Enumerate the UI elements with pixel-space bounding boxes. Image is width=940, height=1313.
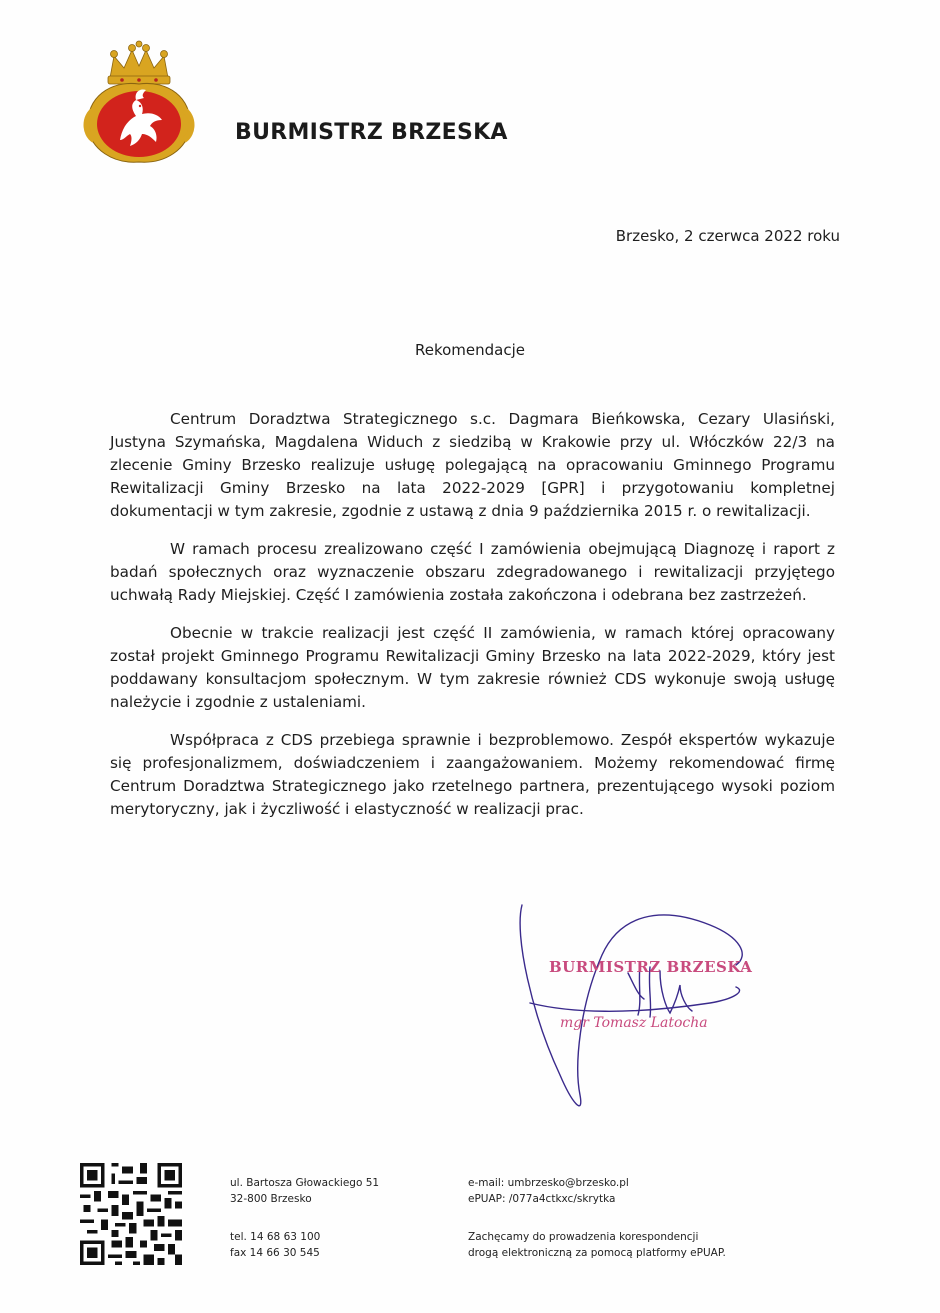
signature-icon <box>510 895 770 1125</box>
paragraph: Obecnie w trakcie realizacji jest część II zamówienia, w ramach której opracowany został projekt Gminnego Programu Rewitalizacji Gminy Brzesko na lata 2022-2029, który jest poddawany konsultacjom społecznym. W tym zakresie również CDS wykonuje swoją usługę należycie i zgodnie z ustaleniami. <box>110 624 835 711</box>
epuap-note: drogą elektroniczną za pomocą platformy ePUAP. <box>468 1247 726 1259</box>
address-line: ul. Bartosza Głowackiego 51 <box>230 1177 380 1189</box>
document-title: Rekomendacje <box>414 341 525 359</box>
date-line: Brzesko, 2 czerwca 2022 roku <box>615 227 840 245</box>
paragraph: Centrum Doradztwa Strategicznego s.c. Dagmara Bieńkowska, Cezary Ulasiński, Justyna Szymańska, Magdalena Widuch z siedzibą w Krakowie przy ul. Włóczków 22/3 na zlecenie Gminy Brzesko realizuje usługę polegającą na opracowaniu Gminnego Programu Rewitalizacji Gminy Brzesko na lata 2022-2029 [GPR] i przygotowaniu kompletnej dokumentacji w tym zakresie, zgodnie z ustawą z dnia 9 października 2015 r. o rewitalizacji. <box>110 410 835 520</box>
stamp-title: BURMISTRZ BRZESKA <box>549 958 753 976</box>
epuap-note: Zachęcamy do prowadzenia korespondencji <box>468 1231 699 1243</box>
issuer-title: BURMISTRZ BRZESKA <box>235 120 508 145</box>
paragraph: Współpraca z CDS przebiega sprawnie i bezproblemowo. Zespół ekspertów wykazuje się profesjonalizmem, doświadczeniem i zaangażowaniem. Możemy rekomendować firmę Centrum Doradztwa Strategicznego jako rzetelnego partnera, prezentującego wysoki poziom merytoryczny, jak i życzliwość i elastyczność w realizacji prac. <box>110 731 835 818</box>
letter-body <box>110 408 835 836</box>
coat-of-arms-icon <box>80 40 198 165</box>
stamp-name: mgr Tomasz Latocha <box>560 1015 708 1031</box>
footer-contact <box>230 1175 379 1261</box>
email-address: e-mail: umbrzesko@brzesko.pl <box>468 1177 629 1189</box>
paragraph: W ramach procesu zrealizowano część I zamówienia obejmującą Diagnozę i raport z badań społecznych oraz wyznaczenie obszaru zdegradowanego i rewitalizacji przyjętego uchwałą Rady Miejskiej. Część I zamówienia została zakończona i odebrana bez zastrzeżeń. <box>110 540 835 604</box>
fax-number: fax 14 66 30 545 <box>230 1247 320 1259</box>
footer-electronic <box>468 1175 726 1261</box>
address-line: 32-800 Brzesko <box>230 1193 312 1205</box>
qr-code-icon <box>80 1163 182 1265</box>
epuap-address: ePUAP: /077a4ctkxc/skrytka <box>468 1193 616 1205</box>
phone-number: tel. 14 68 63 100 <box>230 1231 321 1243</box>
